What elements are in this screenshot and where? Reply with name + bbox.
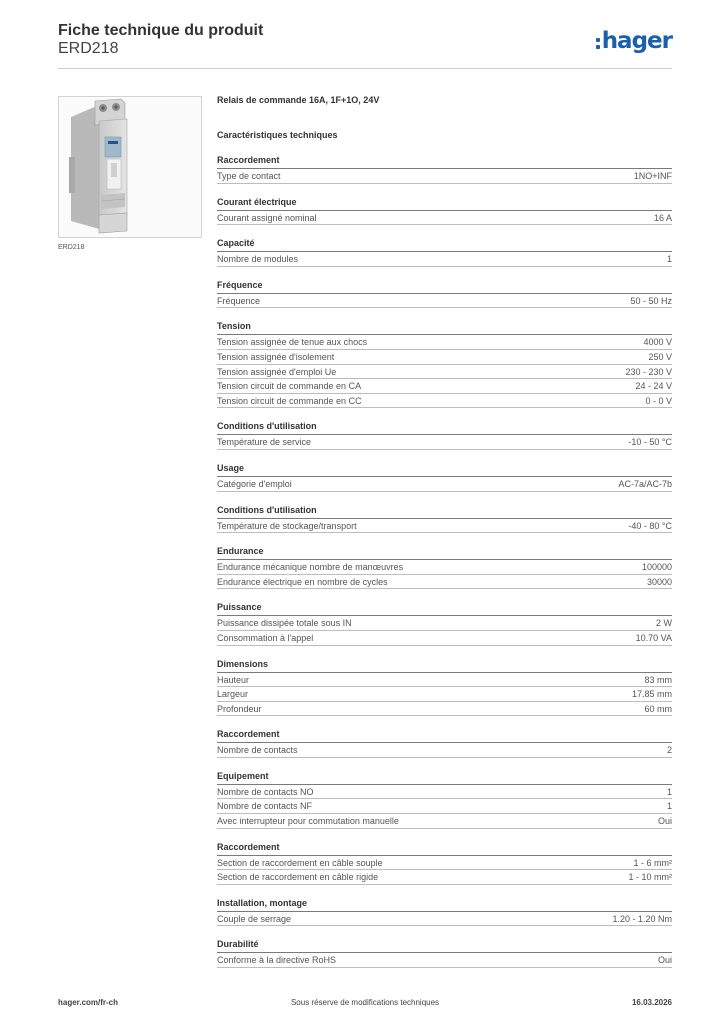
spec-group <box>217 898 672 927</box>
spec-value: 30000 <box>646 576 672 587</box>
spec-value: 4000 V <box>643 337 672 348</box>
spec-value: 1 <box>666 801 672 812</box>
spec-label: Type de contact <box>217 171 281 181</box>
spec-row <box>217 743 672 758</box>
spec-label: Nombre de contacts <box>217 745 298 756</box>
spec-value: -40 - 80 °C <box>628 520 672 531</box>
spec-groups <box>217 155 672 968</box>
page-header <box>58 22 672 72</box>
spec-row <box>217 519 672 534</box>
spec-group <box>217 155 672 184</box>
spec-group-title: Courant électrique <box>217 197 672 211</box>
spec-row <box>217 856 672 871</box>
spec-row <box>217 560 672 575</box>
product-image <box>58 96 202 238</box>
spec-value: -10 - 50 °C <box>628 437 672 448</box>
spec-value: 1 <box>666 786 672 797</box>
spec-group <box>217 842 672 885</box>
spec-label: Fréquence <box>217 295 261 306</box>
spec-row <box>217 687 672 702</box>
spec-value: 17.85 mm <box>631 689 672 700</box>
footer-date: 16.03.2026 <box>631 998 672 1007</box>
spec-label: Section de raccordement en câble rigide <box>217 872 379 883</box>
spec-group <box>217 546 672 589</box>
spec-row <box>217 211 672 226</box>
spec-label: Température de stockage/transport <box>217 520 357 531</box>
spec-label: Endurance mécanique nombre de manœuvres <box>217 562 404 573</box>
spec-value: 83 mm <box>644 674 672 685</box>
spec-value: AC-7a/AC-7b <box>618 478 672 489</box>
spec-label: Profondeur <box>217 703 262 714</box>
section-title: Caractéristiques techniques <box>217 130 338 140</box>
spec-group <box>217 771 672 829</box>
relay-module-illustration <box>59 97 201 237</box>
spec-value: 1 <box>666 254 672 265</box>
spec-value: 50 - 50 Hz <box>630 295 672 306</box>
spec-row <box>217 631 672 646</box>
spec-row <box>217 814 672 829</box>
spec-value: 2 <box>666 745 672 756</box>
spec-value: Oui <box>657 816 672 827</box>
spec-group-title: Conditions d'utilisation <box>217 421 672 435</box>
spec-value: 0 - 0 V <box>645 395 672 406</box>
spec-group <box>217 939 672 968</box>
spec-row <box>217 575 672 590</box>
spec-label: Nombre de contacts NO <box>217 786 314 797</box>
spec-label: Couple de serrage <box>217 913 292 924</box>
spec-label: Endurance électrique en nombre de cycles <box>217 576 388 587</box>
spec-label: Largeur <box>217 689 249 700</box>
spec-group-title: Tension <box>217 321 672 335</box>
spec-row <box>217 379 672 394</box>
spec-group-title: Dimensions <box>217 659 672 673</box>
spec-label: Catégorie d'emploi <box>217 478 292 489</box>
spec-label: Avec interrupteur pour commutation manuelle <box>217 816 399 827</box>
spec-row <box>217 953 672 968</box>
spec-group <box>217 280 672 309</box>
spec-row <box>217 435 672 450</box>
spec-row <box>217 335 672 350</box>
spec-group-title: Puissance <box>217 602 672 616</box>
spec-label: Puissance dissipée totale sous IN <box>217 618 352 629</box>
spec-label: Température de service <box>217 437 312 448</box>
spec-value: 1NO+INF <box>633 171 672 181</box>
spec-group <box>217 659 672 717</box>
spec-label: Section de raccordement en câble souple <box>217 857 383 868</box>
spec-value: 230 - 230 V <box>625 366 672 377</box>
spec-label: Tension assignée d'emploi Ue <box>217 366 337 377</box>
spec-label: Hauteur <box>217 674 250 685</box>
spec-row <box>217 294 672 309</box>
spec-label: Conforme à la directive RoHS <box>217 955 337 966</box>
spec-value: 250 V <box>648 351 672 362</box>
product-description: Relais de commande 16A, 1F+1O, 24V <box>217 95 380 105</box>
spec-row <box>217 365 672 380</box>
spec-group-title: Durabilité <box>217 939 672 953</box>
spec-value: 60 mm <box>644 703 672 714</box>
spec-row <box>217 394 672 409</box>
spec-group <box>217 238 672 267</box>
spec-value: 24 - 24 V <box>635 381 672 392</box>
spec-row <box>217 870 672 885</box>
spec-row <box>217 252 672 267</box>
spec-value: 1.20 - 1.20 Nm <box>612 913 672 924</box>
spec-group-title: Raccordement <box>217 155 672 169</box>
spec-row <box>217 673 672 688</box>
spec-label: Nombre de contacts NF <box>217 801 313 812</box>
spec-group-title: Endurance <box>217 546 672 560</box>
spec-group <box>217 321 672 408</box>
footer-website[interactable]: hager.com/fr-ch <box>58 998 119 1007</box>
spec-content <box>217 95 672 968</box>
spec-group-title: Raccordement <box>217 729 672 743</box>
logo-text: hager <box>601 28 672 54</box>
spec-group <box>217 505 672 534</box>
spec-value: 100000 <box>641 562 672 573</box>
spec-group-title: Conditions d'utilisation <box>217 505 672 519</box>
spec-label: Nombre de modules <box>217 254 299 265</box>
spec-group-title: Equipement <box>217 771 672 785</box>
logo-dots-icon <box>596 38 600 49</box>
product-reference: ERD218 <box>58 40 119 57</box>
spec-row <box>217 912 672 927</box>
spec-label: Tension circuit de commande en CC <box>217 395 362 406</box>
spec-group <box>217 602 672 645</box>
spec-row <box>217 169 672 184</box>
spec-group-title: Usage <box>217 463 672 477</box>
spec-row <box>217 616 672 631</box>
spec-value: 10.70 VA <box>635 632 672 643</box>
spec-value: 16 A <box>653 212 672 223</box>
spec-row <box>217 350 672 365</box>
spec-group <box>217 463 672 492</box>
spec-value: 1 - 6 mm² <box>633 857 672 868</box>
spec-row <box>217 799 672 814</box>
spec-label: Tension circuit de commande en CA <box>217 381 362 392</box>
spec-row <box>217 477 672 492</box>
spec-group-title: Raccordement <box>217 842 672 856</box>
spec-value: 2 W <box>655 618 672 629</box>
header-divider <box>58 68 672 69</box>
hager-logo <box>596 28 672 54</box>
spec-row <box>217 702 672 717</box>
spec-row <box>217 785 672 800</box>
spec-group <box>217 729 672 758</box>
footer-note: Sous réserve de modifications techniques <box>290 998 440 1007</box>
spec-group <box>217 421 672 450</box>
spec-group-title: Fréquence <box>217 280 672 294</box>
spec-label: Courant assigné nominal <box>217 212 317 223</box>
spec-label: Consommation à l'appel <box>217 632 314 643</box>
spec-group <box>217 197 672 226</box>
image-caption: ERD218 <box>58 244 85 251</box>
spec-label: Tension assignée d'isolement <box>217 351 335 362</box>
spec-value: 1 - 10 mm² <box>628 872 672 883</box>
spec-value: Oui <box>657 955 672 966</box>
spec-group-title: Capacité <box>217 238 672 252</box>
page-title: Fiche technique du produit <box>58 22 264 39</box>
spec-group-title: Installation, montage <box>217 898 672 912</box>
spec-label: Tension assignée de tenue aux chocs <box>217 337 368 348</box>
